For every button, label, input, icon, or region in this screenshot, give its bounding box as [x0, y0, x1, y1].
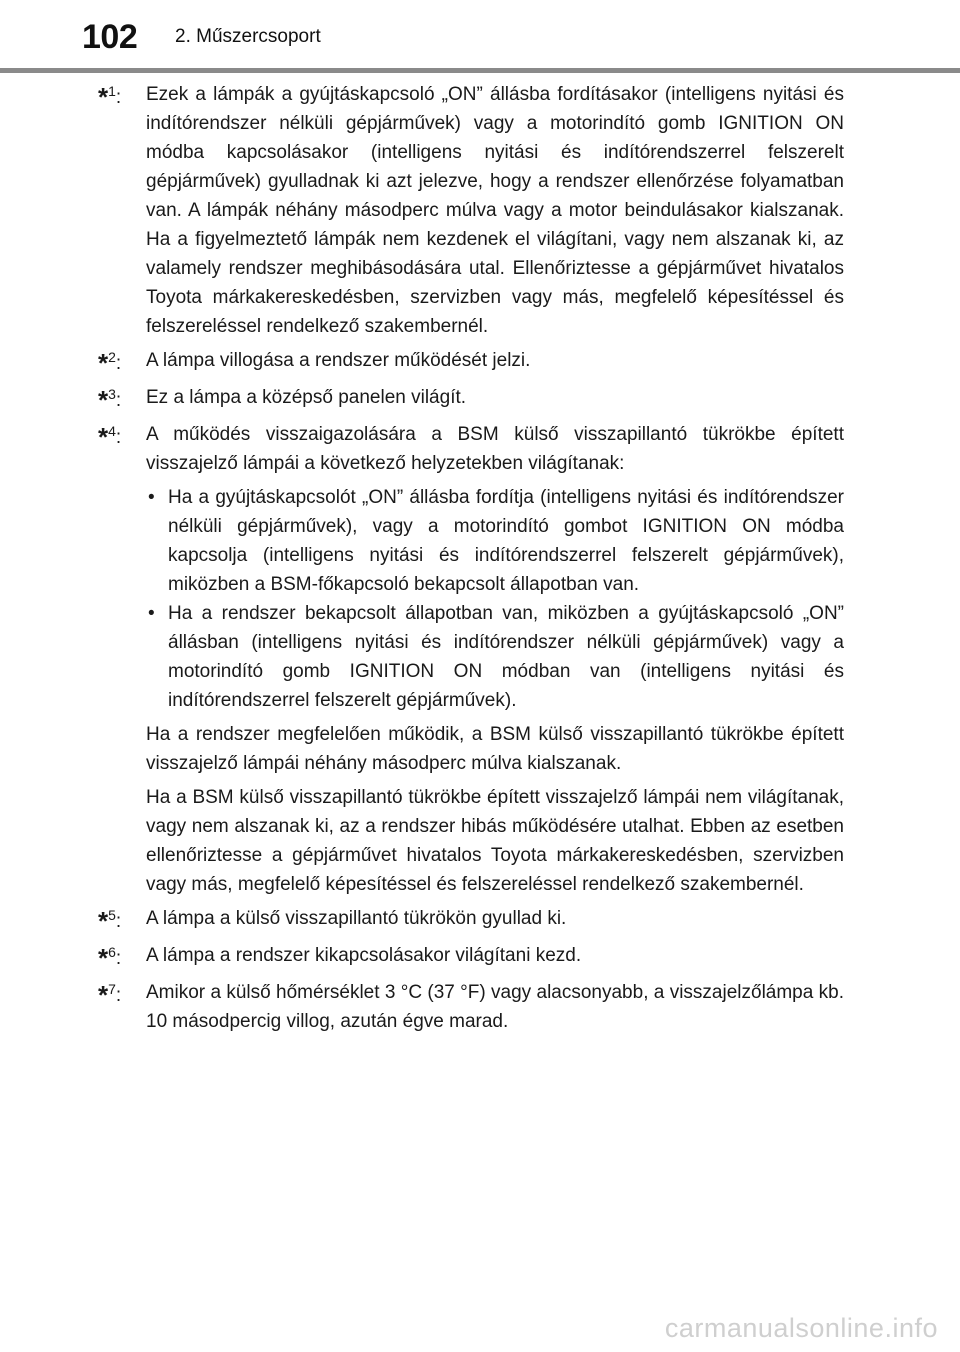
page-number: 102: [82, 18, 138, 56]
footnote-text: A lámpa a külső visszapillantó tükrökön gyullad ki.: [146, 908, 567, 929]
footnote-marker: *$^7$:: [98, 980, 122, 1010]
footnote-marker: *$^6$:: [98, 943, 122, 973]
footnotes: [98, 80, 844, 1041]
list-item: • Ha a rendszer bekapcsolt állapotban van, miközben a gyújtáskapcsoló „ON” állásban (intelligens nyitási és indítórendszer nélküli gépjárművek) vagy a motorindító gomb IGNITION ON módban van (intelligens nyitási és indítórendszerrel felszerelt gépjárművek).: [146, 599, 844, 715]
bullet-icon: •: [148, 603, 155, 624]
page-header: [0, 0, 960, 76]
footnote-2: [98, 346, 844, 378]
footnote-7: [98, 978, 844, 1036]
footnote-6: [98, 941, 844, 973]
footnote-paragraph: Ha a rendszer megfelelően működik, a BSM külső visszapillantó tükrökbe épített visszajelző lámpái néhány másodperc múlva kialszanak.: [146, 724, 844, 774]
footnote-text: Ezek a lámpák a gyújtáskapcsoló „ON” állásba fordításakor (intelligens nyitási és indítórendszer nélküli gépjárművek) vagy a motorindító gomb IGNITION ON módba kapcsolásakor (intelligens nyitási és indítórendszerrel felszerelt gépjárművek) gyulladnak ki azt jelezve, hogy a rendszer ellenőrzése folyamatban van. A lámpák néhány másodperc múlva vagy a motor beindulásakor kialszanak. Ha a figyelmeztető lámpák nem kezdenek el világítani, vagy nem alszanak ki, az valamely rendszer meghibásodására utal. Ellenőriztesse a gépjárművet hivatalos Toyota márkakereskedésben, szervizben vagy más, megfelelő képesítéssel és felszereléssel rendelkező szakembernél.: [146, 84, 844, 337]
footnote-marker: *$^1$:: [98, 82, 122, 112]
list-item: • Ha a gyújtáskapcsolót „ON” állásba fordítja (intelligens nyitási és indítórendszer nélküli gépjárművek), vagy a motorindító gombot IGNITION ON módba kapcsolja (intelligens nyitási és indítórendszerrel felszerelt gépjárművek), miközben a BSM-főkapcsoló bekapcsolt állapotban van.: [146, 483, 844, 599]
footnote-text: Ez a lámpa a középső panelen világít.: [146, 387, 467, 408]
bullet-list: [146, 483, 844, 715]
footnote-intro: A működés visszaigazolására a BSM külső visszapillantó tükrökbe épített visszajelző lámpái a következő helyzetekben világítanak:: [146, 424, 844, 474]
footnote-text: A lámpa villogása a rendszer működését jelzi.: [146, 350, 531, 371]
footnote-paragraph: Ha a BSM külső visszapillantó tükrökbe épített visszajelző lámpái nem világítanak, vagy nem alszanak ki, az a rendszer hibás működésére utalhat. Ebben az esetben ellenőriztesse a gépjárművet hivatalos Toyota márkakereskedésben, szervizben vagy más, megfelelő képesítéssel és felszereléssel rendelkező szakembernél.: [146, 787, 844, 895]
bullet-icon: •: [148, 487, 155, 508]
footnote-3: [98, 383, 844, 415]
footnote-4: [98, 420, 844, 899]
header-divider: [0, 68, 960, 73]
watermark: carmanualsonline.info: [664, 1313, 938, 1343]
section-title: 2. Műszercsoport: [175, 26, 321, 47]
footnote-text: Amikor a külső hőmérséklet 3 °C (37 °F) vagy alacsonyabb, a visszajelzőlámpa kb. 10 másodpercig villog, azután égve marad.: [146, 982, 844, 1032]
footnote-5: [98, 904, 844, 936]
footnote-marker: *$^4$:: [98, 422, 122, 452]
footnote-text: A lámpa a rendszer kikapcsolásakor világítani kezd.: [146, 945, 582, 966]
footnote-marker: *$^3$:: [98, 385, 122, 415]
footnote-1: [98, 80, 844, 341]
footnote-marker: *$^2$:: [98, 348, 122, 378]
footnote-marker: *$^5$:: [98, 906, 122, 936]
